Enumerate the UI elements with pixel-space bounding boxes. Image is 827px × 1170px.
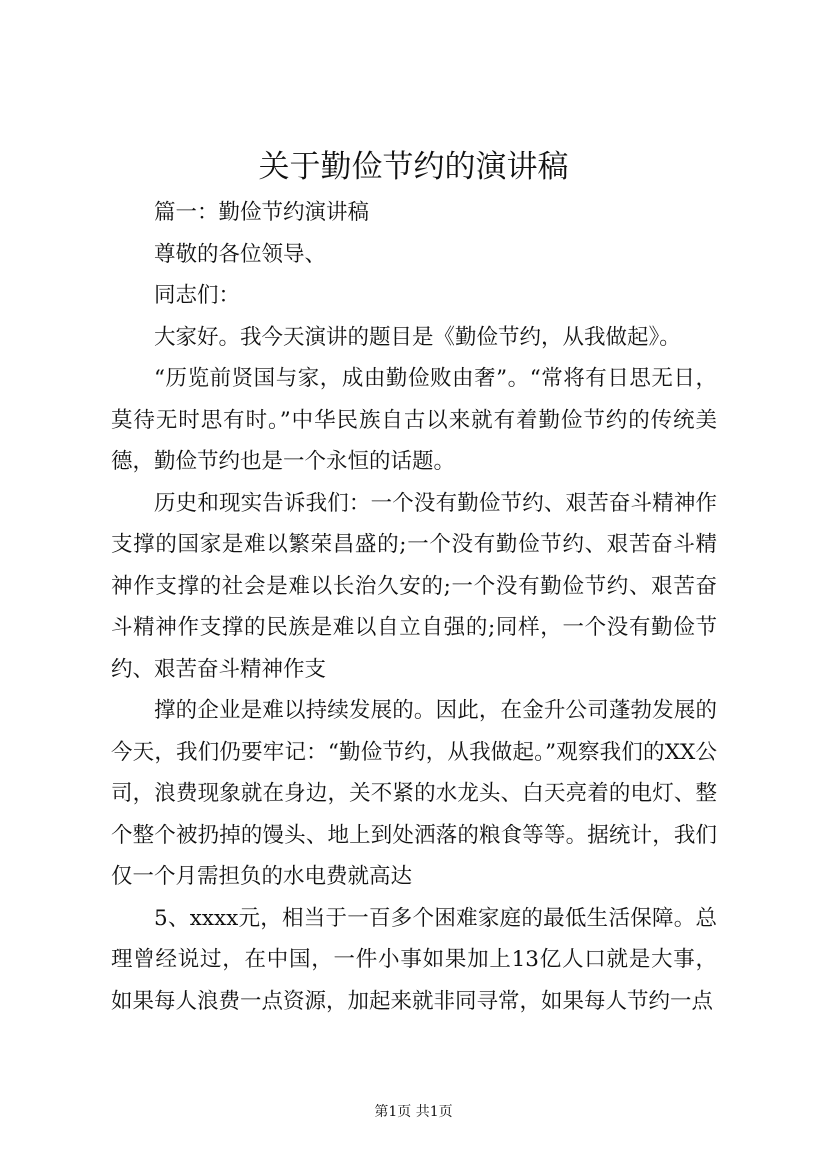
- document-title: 关于勤俭节约的演讲稿: [258, 149, 569, 185]
- paragraph-salutation: 尊敬的各位领导、: [154, 241, 327, 267]
- paragraph-statistics: 5、xxxx元，相当于一百多个困难家庭的最低生活保障。总理曾经说过，在中国，一件小事如果加上13亿人口就是大事，如果每人浪费一点资源，加起来就非同寻常，如果每人节约一点: [111, 905, 717, 1014]
- paragraph-history: 历史和现实告诉我们：一个没有勤俭节约、艰苦奋斗精神作支撑的国家是难以繁荣昌盛的;一个没有勤俭节约、艰苦奋斗精神作支撑的社会是难以长治久安的;一个没有勤俭节约、艰苦奋斗精神作支撑的民族是难以自立自强的;同样，一个没有勤俭节约、艰苦奋斗精神作支: [111, 490, 717, 682]
- paragraph-section-heading: 篇一：勤俭节约演讲稿: [154, 200, 370, 225]
- paragraph-company: 撑的企业是难以持续发展的。因此，在金升公司蓬勃发展的今天，我们仍要牢记：“勤俭节约，从我做起。”观察我们的XX公司，浪费现象就在身边，关不紧的水龙头、白天亮着的电灯、整个整个被扔掉的馒头、地上到处洒落的粮食等等。据统计，我们仅一个月需担负的水电费就高达: [111, 698, 717, 889]
- page-footer: 第1页 共1页: [374, 1104, 453, 1120]
- paragraph-salutation-2: 同志们：: [154, 283, 241, 308]
- paragraph-greeting: 大家好。我今天演讲的题目是《勤俭节约，从我做起》。: [154, 324, 681, 350]
- paragraph-quote: “历览前贤国与家，成由勤俭败由奢”。“常将有日思无日，莫待无时思有时。”中华民族自古以来就有着勤俭节约的传统美德，勤俭节约也是一个永恒的话题。: [111, 366, 717, 474]
- document-body: [111, 192, 717, 1022]
